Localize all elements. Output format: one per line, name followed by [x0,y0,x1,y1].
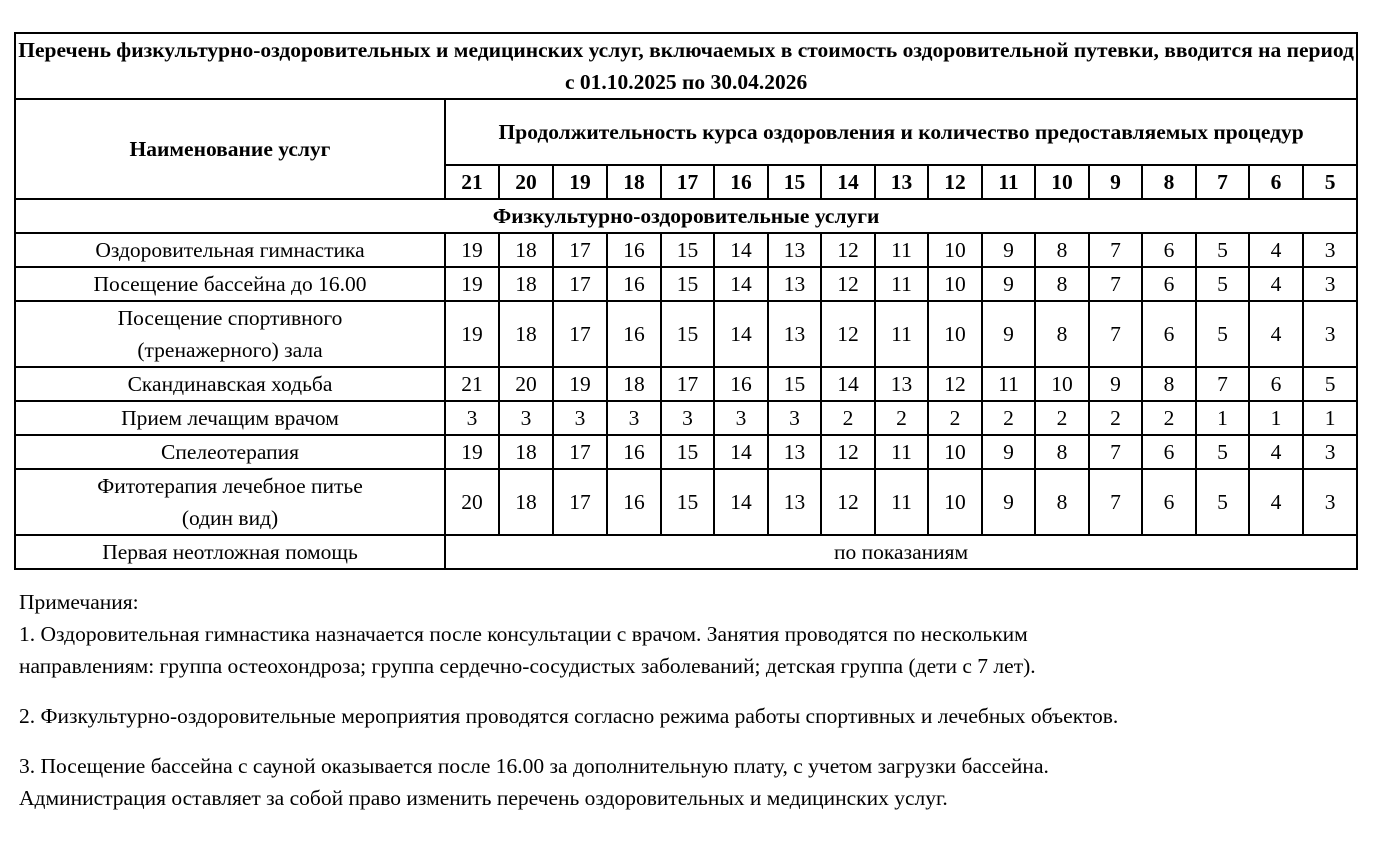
service-name: Посещение бассейна до 16.00 [15,267,445,301]
day-header-cell: 10 [1035,165,1089,199]
value-cell: 11 [875,267,928,301]
table-row [15,367,1357,401]
value-cell: 17 [553,301,607,367]
value-cell: 7 [1089,233,1142,267]
value-cell: 9 [1089,367,1142,401]
value-cell: 19 [445,301,499,367]
value-cell: 19 [553,367,607,401]
value-cell: 19 [445,435,499,469]
value-cell: 17 [553,435,607,469]
value-cell: 10 [1035,367,1089,401]
value-cell: 14 [714,301,768,367]
value-cell: 16 [607,469,661,535]
value-cell: 13 [768,435,821,469]
value-cell: 17 [553,267,607,301]
service-name: Скандинавская ходьба [15,367,445,401]
value-cell: 12 [821,301,875,367]
value-cell: 14 [714,233,768,267]
value-cell: 17 [553,233,607,267]
value-cell: 16 [714,367,768,401]
note-1-line-2: направлениям: группа остеохондроза; группа сердечно-сосудистых заболеваний; детская группа (дети с 7 лет). [19,654,1036,678]
service-name-line-1: Посещение спортивного [117,306,343,330]
value-cell: 18 [499,267,553,301]
value-cell: 19 [445,267,499,301]
title-row [15,33,1357,99]
note-1-line-1: 1. Оздоровительная гимнастика назначается после консультации с врачом. Занятия проводятся по нескольким [19,622,1028,646]
value-cell: 4 [1249,469,1303,535]
section-title: Физкультурно-оздоровительные услуги [15,199,1357,233]
value-cell: 16 [607,267,661,301]
value-cell: 18 [499,233,553,267]
value-cell: 14 [714,435,768,469]
value-cell: 3 [499,401,553,435]
value-cell: 10 [928,435,982,469]
day-header-cell: 7 [1196,165,1249,199]
value-cell: 3 [1303,435,1357,469]
value-cell: 5 [1196,233,1249,267]
value-cell: 16 [607,435,661,469]
value-cell: 5 [1303,367,1357,401]
value-cell: 6 [1142,233,1196,267]
value-cell: 14 [714,469,768,535]
value-cell: 10 [928,469,982,535]
value-cell: 2 [1089,401,1142,435]
value-cell: 6 [1142,435,1196,469]
value-cell: 8 [1035,301,1089,367]
value-cell: 1 [1249,401,1303,435]
value-cell: 3 [1303,267,1357,301]
value-cell: 13 [768,301,821,367]
service-name: Прием лечащим врачом [15,401,445,435]
value-cell: 10 [928,233,982,267]
value-cell: 2 [982,401,1035,435]
header-row [15,99,1357,165]
value-cell: 12 [821,435,875,469]
service-name-line-1: Фитотерапия лечебное питье [97,474,363,498]
value-cell: 5 [1196,267,1249,301]
value-cell: 4 [1249,233,1303,267]
day-header-cell: 9 [1089,165,1142,199]
service-name [15,301,445,367]
day-header-cell: 21 [445,165,499,199]
value-cell: 20 [445,469,499,535]
value-cell: 17 [553,469,607,535]
value-cell: 12 [928,367,982,401]
notes-block [19,586,1349,814]
service-name: Спелеотерапия [15,435,445,469]
value-cell: 1 [1303,401,1357,435]
value-cell: 9 [982,267,1035,301]
value-cell: 2 [875,401,928,435]
value-cell: 13 [768,233,821,267]
value-cell: 3 [661,401,714,435]
value-cell: 7 [1089,469,1142,535]
value-cell: 3 [714,401,768,435]
day-header-cell: 12 [928,165,982,199]
value-cell: 14 [714,267,768,301]
table-row [15,435,1357,469]
service-name-line-2: (тренажерного) зала [137,338,323,362]
day-header-cell: 20 [499,165,553,199]
value-cell: 11 [875,469,928,535]
table-row [15,233,1357,267]
value-cell: 5 [1196,469,1249,535]
service-name-line-2: (один вид) [181,506,279,530]
service-name [15,469,445,535]
value-cell: 6 [1142,469,1196,535]
table-row [15,535,1357,569]
value-cell: 7 [1196,367,1249,401]
note-2: 2. Физкультурно-оздоровительные мероприятия проводятся согласно режима работы спортивных и лечебных объектов. [19,704,1119,728]
value-cell: 8 [1035,233,1089,267]
value-cell: 7 [1089,267,1142,301]
value-cell: 12 [821,233,875,267]
name-column-header: Наименование услуг [15,99,445,199]
service-name: Первая неотложная помощь [15,535,445,569]
duration-header: Продолжительность курса оздоровления и количество предоставляемых процедур [445,99,1357,165]
value-cell: 15 [661,267,714,301]
value-cell: 3 [1303,233,1357,267]
value-cell: 5 [1196,301,1249,367]
value-cell: 18 [499,469,553,535]
value-cell: 18 [499,435,553,469]
value-cell: 1 [1196,401,1249,435]
value-cell: 3 [1303,301,1357,367]
day-header-cell: 19 [553,165,607,199]
day-header-cell: 16 [714,165,768,199]
value-cell: 4 [1249,267,1303,301]
value-cell: 10 [928,301,982,367]
value-cell: 15 [661,435,714,469]
value-cell: 12 [821,267,875,301]
value-cell: 15 [661,233,714,267]
value-cell: 13 [768,469,821,535]
value-cell: 11 [875,435,928,469]
value-cell: 21 [445,367,499,401]
table-title: Перечень физкультурно-оздоровительных и медицинских услуг, включаемых в стоимость оздоровительной путевки, вводится на период с 01.10.2025 по 30.04.2026 [15,33,1357,99]
section-row [15,199,1357,233]
value-cell: 6 [1249,367,1303,401]
value-cell: 3 [1303,469,1357,535]
value-cell: 9 [982,435,1035,469]
day-header-cell: 8 [1142,165,1196,199]
value-cell: 8 [1035,435,1089,469]
value-cell: 4 [1249,301,1303,367]
merged-value-cell: по показаниям [445,535,1357,569]
value-cell: 7 [1089,301,1142,367]
value-cell: 11 [982,367,1035,401]
value-cell: 8 [1035,469,1089,535]
value-cell: 11 [875,301,928,367]
value-cell: 2 [1142,401,1196,435]
value-cell: 8 [1035,267,1089,301]
value-cell: 11 [875,233,928,267]
day-header-cell: 17 [661,165,714,199]
value-cell: 16 [607,233,661,267]
table-row [15,301,1357,367]
services-table [14,32,1358,570]
value-cell: 12 [821,469,875,535]
value-cell: 3 [553,401,607,435]
value-cell: 3 [607,401,661,435]
value-cell: 9 [982,233,1035,267]
value-cell: 7 [1089,435,1142,469]
value-cell: 13 [768,267,821,301]
day-header-cell: 13 [875,165,928,199]
value-cell: 19 [445,233,499,267]
value-cell: 13 [875,367,928,401]
value-cell: 6 [1142,267,1196,301]
table-row [15,401,1357,435]
value-cell: 4 [1249,435,1303,469]
value-cell: 9 [982,469,1035,535]
value-cell: 2 [928,401,982,435]
value-cell: 20 [499,367,553,401]
value-cell: 5 [1196,435,1249,469]
day-header-cell: 15 [768,165,821,199]
value-cell: 14 [821,367,875,401]
value-cell: 16 [607,301,661,367]
table-row [15,267,1357,301]
day-header-cell: 11 [982,165,1035,199]
day-header-cell: 18 [607,165,661,199]
value-cell: 2 [821,401,875,435]
value-cell: 3 [768,401,821,435]
value-cell: 15 [661,469,714,535]
value-cell: 18 [607,367,661,401]
notes-heading: Примечания: [19,590,139,614]
value-cell: 6 [1142,301,1196,367]
service-name: Оздоровительная гимнастика [15,233,445,267]
table-row [15,469,1357,535]
value-cell: 15 [661,301,714,367]
value-cell: 8 [1142,367,1196,401]
value-cell: 15 [768,367,821,401]
note-3-line-2: Администрация оставляет за собой право изменить перечень оздоровительных и медицинских услуг. [19,786,948,810]
value-cell: 2 [1035,401,1089,435]
note-3-line-1: 3. Посещение бассейна с сауной оказывается после 16.00 за дополнительную плату, с учетом загрузки бассейна. [19,754,1049,778]
value-cell: 18 [499,301,553,367]
value-cell: 10 [928,267,982,301]
day-header-cell: 14 [821,165,875,199]
value-cell: 9 [982,301,1035,367]
day-header-cell: 6 [1249,165,1303,199]
value-cell: 3 [445,401,499,435]
value-cell: 17 [661,367,714,401]
day-header-cell: 5 [1303,165,1357,199]
